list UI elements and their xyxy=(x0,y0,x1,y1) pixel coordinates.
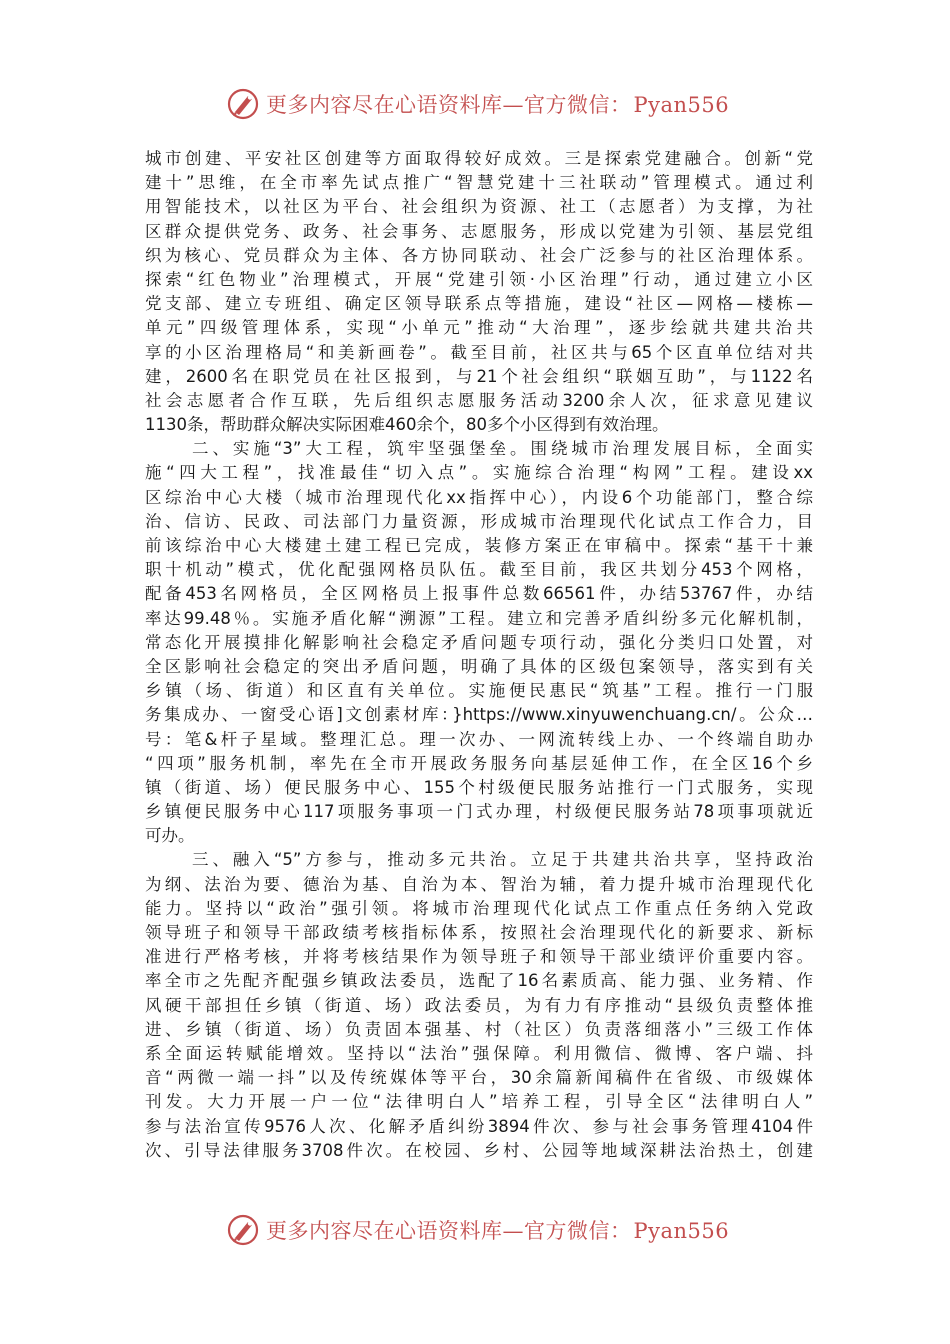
text-line: 次、引导法律服务3708件次。在校园、乡村、公园等地域深耕法治热土，创建 xyxy=(145,1140,813,1160)
text-line: 进、乡镇（街道、场）负责固本强基、村（社区）负责落细落小”三级工作体 xyxy=(145,1019,813,1039)
header-banner-wechat: Pyan556 xyxy=(633,93,730,117)
text-line: 1130条，帮助群众解决实际困难460余个，80多个小区得到有效治理。 xyxy=(145,415,669,435)
text-line: 建十”思维，在全市率先试点推广“智慧党建十三社联动”管理模式。通过利 xyxy=(145,173,813,193)
pen-logo-icon xyxy=(226,1213,260,1247)
text-line: 单元”四级管理体系，实现“小单元”推动“大治理”，逐步绘就共建共治共 xyxy=(145,318,813,338)
section-heading-line: 三、融入“5”方参与，推动多元共治。立足于共建共治共享，坚持政治 xyxy=(192,850,813,870)
text-line: 建，2600名在职党员在社区报到，与21个社会组织“联姻互助”，与1122名 xyxy=(145,366,813,386)
text-line: 风硬干部担任乡镇（街道、场）政法委员，为有力有序推动“县级负责整体推 xyxy=(145,995,813,1015)
text-line: 用智能技术，以社区为平台、社会组织为资源、社工（志愿者）为支撑，为社 xyxy=(145,197,813,217)
text-line: 率全市之先配齐配强乡镇政法委员，选配了16名素质高、能力强、业务精、作 xyxy=(145,971,813,991)
text-line: 镇（街道、场）便民服务中心、155个村级便民服务站推行一门式服务，实现 xyxy=(145,777,813,797)
text-line: 全区影响社会稳定的突出矛盾问题，明确了具体的区级包案领导，落实到有关 xyxy=(145,656,813,676)
header-banner-label: 更多内容尽在心语资料库—官方微信： xyxy=(266,93,632,117)
text-line: 率达99.48％。实施矛盾化解“溯源”工程。建立和完善矛盾纠纷多元化解机制， xyxy=(145,608,813,628)
text-line: 区综治中心大楼（城市治理现代化xx指挥中心），内设6个功能部门，整合综 xyxy=(145,487,813,507)
text-line: 职十机动”模式，优化配强网格员队伍。截至目前，我区共划分453个网格， xyxy=(145,560,813,580)
text-line: 音“两微一端一抖”以及传统媒体等平台，30余篇新闻稿件在省级、市级媒体 xyxy=(145,1068,813,1088)
text-line: 区群众提供党务、政务、社会事务、志愿服务，形成以党建为引领、基层党组 xyxy=(145,221,813,241)
text-line: 乡镇便民服务中心117项服务事项一门式办理，村级便民服务站78项事项就近 xyxy=(145,802,813,822)
section-heading-line: 二、实施“3”大工程，筑牢坚强堡垒。围绕城市治理发展目标，全面实 xyxy=(192,439,813,459)
footer-banner xyxy=(0,1212,950,1248)
text-line: 党支部、建立专班组、确定区领导联系点等措施，建设“社区—网格—楼栋— xyxy=(145,294,813,314)
text-line: 参与法治宣传9576人次、化解矛盾纠纷3894件次、参与社会事务管理4104件 xyxy=(145,1116,813,1136)
text-line: 准进行严格考核，并将考核结果作为领导班子和领导干部业绩评价重要内容。 xyxy=(145,947,813,967)
text-line: 治、信访、民政、司法部门力量资源，形成城市治理现代化试点工作合力，目 xyxy=(145,511,813,531)
text-line: 能力。坚持以“政治”强引领。将城市治理现代化试点工作重点任务纳入党政 xyxy=(145,898,813,918)
text-line: 常态化开展摸排化解影响社会稳定矛盾问题专项行动，强化分类归口处置，对 xyxy=(145,632,813,652)
text-line: 乡镇（场、街道）和区直有关单位。实施便民惠民“筑基”工程。推行一门服 xyxy=(145,681,813,701)
footer-banner-label: 更多内容尽在心语资料库—官方微信： xyxy=(266,1219,632,1243)
text-line: 配备453名网格员，全区网格员上报事件总数66561件，办结53767件，办结 xyxy=(145,584,813,604)
text-line: 可办。 xyxy=(145,826,195,846)
footer-banner-wechat: Pyan556 xyxy=(633,1219,730,1243)
header-banner-text xyxy=(266,89,729,119)
text-line: 号：笔&杆子星域。整理汇总。理一次办、一网流转线上办、一个终端自助办 xyxy=(145,729,813,749)
text-line: “四项”服务机制，率先在全市开展政务服务向基层延伸工作，在全区16个乡 xyxy=(145,753,813,773)
text-line: 系全面运转赋能增效。坚持以“法治”强保障。利用微信、微博、客户端、抖 xyxy=(145,1043,813,1063)
text-line: 领导班子和领导干部政绩考核指标体系，按照社会治理现代化的新要求、新标 xyxy=(145,923,813,942)
pen-logo-icon xyxy=(226,87,260,121)
document-body xyxy=(145,147,813,1187)
text-line xyxy=(145,1163,813,1187)
text-line: 织为核心、党员群众为主体、各方协同联动、社会广泛参与的社区治理体系。 xyxy=(145,245,813,265)
header-banner xyxy=(0,86,950,122)
text-line: 社会志愿者合作互联，先后组织志愿服务活动3200余人次，征求意见建议 xyxy=(145,390,813,410)
text-line: 探索“红色物业”治理模式，开展“党建引领·小区治理”行动，通过建立小区 xyxy=(145,269,813,289)
text-line: 城市创建、平安社区创建等方面取得较好成效。三是探索党建融合。创新“党 xyxy=(145,149,813,168)
text-line: 务集成办、一窗受心语]文创素材库：}https://www.xinyuwenchuang.cn/。公众… xyxy=(145,705,813,725)
text-line: 为纲、法治为要、德治为基、自治为本、智治为辅，着力提升城市治理现代化 xyxy=(145,874,813,894)
text-line: 享的小区治理格局“和美新画卷”。截至目前，社区共与65个区直单位结对共 xyxy=(145,342,813,362)
text-line: 刊发。大力开展一户一位“法律明白人”培养工程，引导全区“法律明白人” xyxy=(145,1092,813,1112)
footer-banner-text xyxy=(266,1215,729,1245)
text-line: 施“四大工程”，找准最佳“切入点”。实施综合治理“构网”工程。建设xx xyxy=(145,463,813,483)
text-line: 前该综治中心大楼建土建工程已完成，装修方案正在审稿中。探索“基干十兼 xyxy=(145,536,813,555)
